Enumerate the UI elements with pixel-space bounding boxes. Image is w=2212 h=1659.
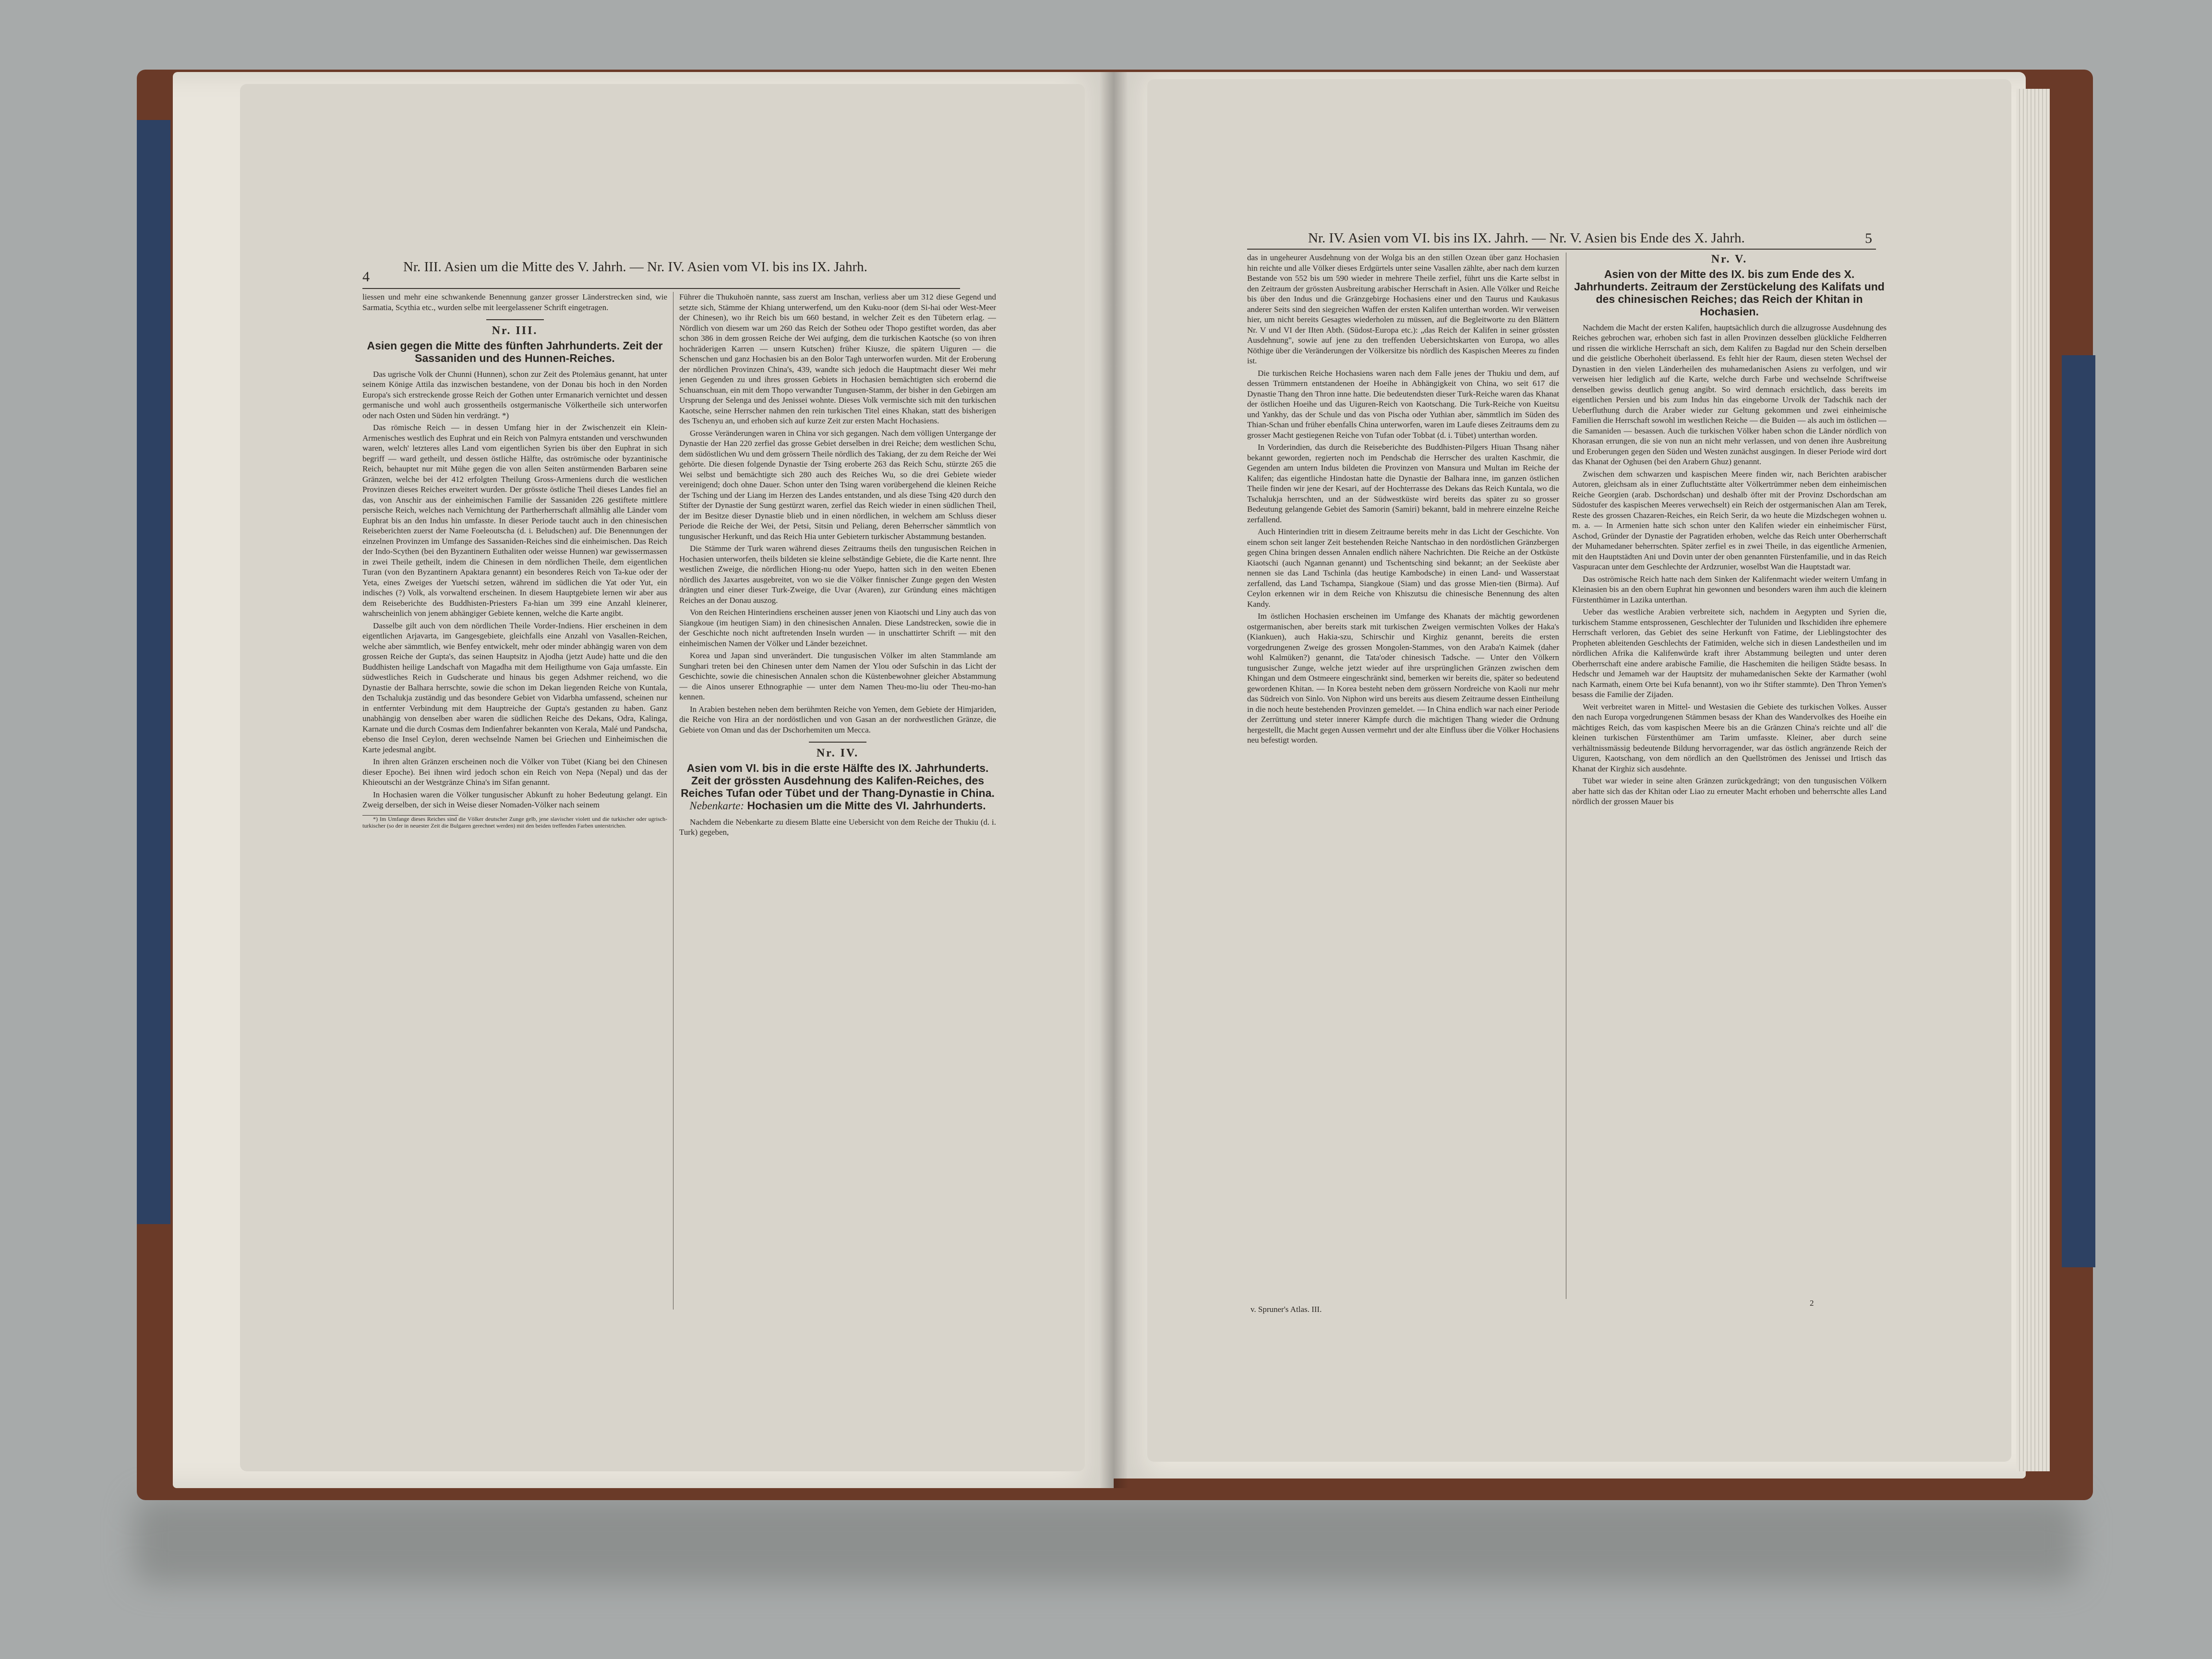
section-title-iv: Asien vom VI. bis in die erste Hälfte des IX. Jahrhunderts. Zeit der grössten Ausdehnung des Kalifen-Reiches, des Reiches Tufan oder Tübet und der Thang-Dynastie in China. bbox=[681, 761, 995, 799]
cover-cloth-stripe-left bbox=[137, 120, 170, 1224]
paragraph: Die Stämme der Turk waren während dieses Zeitraums theils den tungusischen Reichen in Hochasien unterworfen, theils bildeten sie kleine selbständige Gebiete, die die Karte nennt. Ihre westlichen Zweige, die nördlichen Hiong-nu oder Yuepo, hatten sich in den weiten Ebenen nördlich des Jaxartes ausgebreitet, von wo sie die Völker finnischer Zunge gegen den Westen drängten und einer dieser Turk-Zweige, die Uvar (Avaren), zur Gründung eines mächtigen Reiches an der Donau auszog. bbox=[679, 544, 996, 605]
right-head-rule bbox=[1247, 249, 1876, 250]
paragraph: Tübet war wieder in seine alten Gränzen zurückgedrängt; von den tungusischen Völkern aber hatte sich das der Khitan oder Liao zu erneuter Macht erhoben und beherrschte alles Land nördlich der grossen Mauer bis bbox=[1572, 776, 1887, 806]
col-intro-text: liessen und mehr eine schwankende Benennung ganzer grosser Länderstrecken sind, wie Sarmatia, Scythia etc., wurden selbe mit leergelassener Schrift eingetragen. bbox=[362, 292, 667, 312]
section-title-iii: Asien gegen die Mitte des fünften Jahrhunderts. Zeit der Sassaniden und des Hunnen-Reiches. bbox=[367, 339, 663, 364]
left-head-rule bbox=[362, 288, 960, 289]
paragraph: In ihren alten Gränzen erscheinen noch die Völker von Tübet (Kiang bei den Chinesen dieser Epoche). Bei ihnen wird jedoch schon ein Reich von Nepa (Nepal) und das der Khieoutschi an der Westgränze China's im Sifan genannt. bbox=[362, 757, 667, 787]
paragraph: Im östlichen Hochasien erscheinen im Umfange des Khanats der mächtig gewordenen ostgermanischen, aber bereits stark mit turkischen Zweigen vermischten Volkes der Haka's (Kiankuen), auch Hakia-szu, Schirschir und Kirghiz genannt, bereits die ersten vorgedrungenen Zweige des grossen Mongolen-Stammes, von den Araba'n Kaimek (daher wohl Kalmüken?) genannt, die Tata'oder chinesisch Tadsche. — Unter den Völkern tungusischer Zunge, welche jetzt wieder auf ihre ursprünglichen Gränzen zwischen dem Khingan und dem Ostmeere eingeschränkt sind, bemerken wir bereits die, später so bedeutend gewordenen Khitan. — In Korea besteht neben dem grössern Nordreiche von Kaoli nur mehr das Südreich von Sinlo. Von Niphon wird uns bereits aus diesem Zeitraume dessen Eintheilung in die noch heute bestehenden Provinzen gemeldet. — In China endlich war nach einer Periode der Zerrüttung und steter innerer Kämpfe durch die mächtigen Thang wieder die Ordnung hergestellt, die Macht gegen Aussen vermehrt und der alte Einfluss über die Völker Hochasiens neu befestigt worden. bbox=[1247, 612, 1559, 745]
paragraph: Nachdem die Macht der ersten Kalifen, hauptsächlich durch die allzugrosse Ausdehnung des Reiches gebrochen war, erhoben sich fast in allen Provinzen desselben glückliche Feldherren und rissen die wirkliche Herrschaft an sich, dem Kalifen zu Bagdad nur den Schein derselben und die geistliche Oberhoheit überlassend. Es fehlt hier der Raum, diesen steten Wechsel der Dynastien in den vielen Länderheilen des muhamedanischen Asiens zu verfolgen, und wir verweisen hier lediglich auf die Karte, welche durch Farbe und wechselnde Schriftweise denselben gewiss deutlich genug angibt. So wird demnach ersichtlich, dass bereits im eigentlichen Persien und bis zum Indus hin das eingeborne Urvolk der Tadschik nach der Ueberfluthung durch die Araber wieder zur Geltung gekommen und zwei einheimische Familien die Herrschaft sowohl im westlichen Reiche — die Buiden — als auch im östlichen — die Samaniden — besassen. Auch die turkischen Völker haben schon die Länder nördlich von Khorasan errungen, die sie von nun an nicht mehr verlassen, und von denen ihre Ausbreitung und Eroberungen gegen den Süden und Westen zunächst ausgingen. In dieser Periode wird dort das Khanat der Oghusen (bei den Arabern Ghuz) genannt. bbox=[1572, 323, 1887, 466]
book-gutter bbox=[1099, 72, 1128, 1488]
left-col-2 bbox=[679, 292, 996, 1329]
left-col-1 bbox=[362, 292, 667, 1305]
paragraph: das in ungeheurer Ausdehnung von der Wolga bis an den stillen Ozean über ganz Hochasien hin reichte und alle Völker dieses Erdgürtels unter seine Vasallen zählte, aber nach dem kurzen Bestande von 552 bis um 590 wieder in mehrere Theile zerfiel, führt uns die Karte selbst in den Zeitraum der grössten Ausbreitung arabischer Herrschaft in Asien. Alle Völker und Reiche bis über den Indus und die Gränzgebirge Hochasiens einer und den Taurus und Kaukasus anderer Seits sind den siegreichen Waffen der ersten Kalifen unterthan worden. Wir verweisen hier, um nicht bereits Gesagtes wiederholen zu müssen, auf die Begleitworte zu den Blättern Nr. V und VI der IIten Abth. (Südost-Europa etc.): „das Reich der Kalifen in seiner grössten Ausdehnung", sowie auf jene zu den treffenden Uebersichtskarten von Europa, wo alles Nöthige über die Veränderungen der Völkersitze bis nördlich des Kaspischen Meeres zu finden ist. bbox=[1247, 253, 1559, 365]
section-number-v: Nr. V. bbox=[1711, 253, 1748, 265]
right-col-2 bbox=[1572, 252, 1887, 1299]
right-running-head: Nr. IV. Asien vom VI. bis ins IX. Jahrh. — Nr. V. Asien bis Ende des X. Jahrh. bbox=[1308, 230, 1745, 246]
section-title-v: Asien von der Mitte des IX. bis zum Ende des X. Jahrhunderts. Zeitraum der Zerstückelung des Kalifats und des chinesischen Reiches; das Reich der Khitan in Hochasien. bbox=[1574, 267, 1885, 318]
paragraph: Die turkischen Reiche Hochasiens waren nach dem Falle jenes der Thukiu und dem, auf dessen Trümmern entstandenen der Hoeihe in Abhängigkeit von China, wo seit 617 die Dynastie Thang den Thron inne hatte. Die bedeutendsten dieser Turk-Reiche waren das Khanat der östlichen Hoeihe und das Uiguren-Reich von Kaotschang. Die Turk-Reiche von Kueitsu und Yankhy, das der Schule und das von Pischa oder Yuthian aber, sämmtlich im Süden des Thian-Schan und früher ebenfalls China unterworfen, waren im Laufe dieses Zeitraums dem zu grosser Macht gestiegenen Reiche von Tufan oder Tobbat (d. i. Tübet) unterthan worden. bbox=[1247, 368, 1559, 440]
subtitle-text: Hochasien um die Mitte des VI. Jahrhunderts. bbox=[747, 799, 986, 812]
right-page-number: 5 bbox=[1865, 230, 1872, 246]
section-number-iii: Nr. III. bbox=[492, 325, 538, 337]
table-shadow bbox=[134, 1498, 2079, 1584]
paragraph: Führer die Thukuhoën nannte, sass zuerst am Inschan, verliess aber um 312 diese Gegend und setzte sich, Stämme der Khiang unterwerfend, um den Kuku-noor (dem Si-hai oder West-Meer der Chinesen), wo ihr Reich bis um 660 bestand, in welcher Zeit es den Tübetern erlag. — Nördlich von diesem war um 260 das Reich der Sotheu oder Thopo gestiftet worden, das aber schon 386 in dem grossen Reiche der Wei aufging, dem die turkischen Kaotsche (so von ihren hochräderigen Karren — unsern Kutschen) früher Kiusze, die spätern Uiguren — die Schenschen und ganz Hochasien bis an den Bolor Tagh unterworfen wurden. Mit der Eroberung der nördlichen Provinzen China's, 439, wandte sich jedoch die Hauptmacht dieser Wei mehr jenen Gegenden zu und ihres grossen Gebiets in Hochasien bemächtigten sich erobernd die Schuanschuan, ein mit dem Thopo verwandter Tungusen-Stamm, der bisher in den Gebirgen am Ursprung der Selenga und des Jenissei wohnte. Dieses Volk vermischte sich mit den turkischen Kaotsche, seine Herrscher nahmen den rein turkischen Titel eines Khakan, statt des bisherigen des Tschenyu an, und erhoben sich auf kurze Zeit zur ersten Macht Hochasiens. bbox=[679, 292, 996, 425]
paragraph: In Arabien bestehen neben dem berühmten Reiche von Yemen, dem Gebiete der Himjariden, die Reiche von Hira an der nordöstlichen und von Gasan an der nordwestlichen Gränze, die Gebiete von Oman und das der Dschorhemiten um Mecca. bbox=[679, 704, 996, 734]
paragraph: Auch Hinterindien tritt in diesem Zeitraume bereits mehr in das Licht der Geschichte. Von einem schon seit langer Zeit bestehenden Reiche Nantschao in den nordöstlichen Gränzbergen gegen China bringen dessen Annalen endlich nähere Nachrichten. Die Reiche an der Ostküste Kiaotschi (auch Ngannan genannt) und Tschentsching sind bekannt; an der Seeküste aber nennen sie das Land Tschinla (das heutige Kambodsche) in einen Land- und Wasserstaat zerfallend, das Land Tschampa, Siangkoue (Siam) und das grosse Mien-tien (Birma). Auf Ceylon erkennen wir in dem Reiche von Khiszutsu die chinesische Benennung des alten Kandy. bbox=[1247, 527, 1559, 609]
paragraph: In Vorderindien, das durch die Reiseberichte des Buddhisten-Pilgers Hiuan Thsang näher bekannt geworden, regierten noch im Pendschab die Herrscher des uralten Kaschmir, die Gegenden am untern Indus bildeten die Provinzen von Mansura und Multan im Reiche der Kalifen; das eigentliche Hindostan hatte die Dynastie der Balhara inne, im ganzen östlichen Theile finden wir jene der Kesari, auf der Hochterrasse des Dekans das Reich Kuntala, wo die Tschalukja herrschten, und an der Südwestküste wird bereits das später zu so grosser Bedeutung gelangende Gebiet des Samorin (Samiri) bekannt, bald in mehrere einzelne Reiche zerfallend. bbox=[1247, 443, 1559, 524]
atlas-footer-label: v. Spruner's Atlas. III. bbox=[1250, 1305, 1322, 1314]
paragraph: Das oströmische Reich hatte nach dem Sinken der Kalifenmacht wieder weitern Umfang in Kleinasien bis an den obern Euphrat hin gewonnen und besonders waren ihm auch die kleinern Fürstenthümer in Lazika unterthan. bbox=[1572, 574, 1887, 604]
paragraph: Grosse Veränderungen waren in China vor sich gegangen. Nach dem völligen Untergange der Dynastie der Han 220 zerfiel das grosse Gebiet derselben in drei Reiche; dem westlichen Schu, dem südöstlichen Wu und dem grössern Theile nördlich des Takiang, der zu dem Reiche der Wei gehörte. Die diesen folgende Dynastie der Tsing eroberte 263 das Reich Schu, stürzte 265 die Wei selbst und bemächtigte sich 280 auch des Reiches Wu, so die drei Gebiete wieder vereinigend; doch ohne Dauer. Schon unter den Tsing waren vorübergehend die kleinen Reiche der Tsching und der Liang im Herzen des Landes entstanden, und als diese Tsing 420 durch den Stifter der Dynastie der Sung gestürzt waren, zerfiel das Reich wieder in einen südlichen Theil, der im Besitze dieser Dynastie blieb und in einen nördlichen, in welchem am Schluss dieser Periode die Reiche der Wei, der Petsi, Sitsin und Peliang, deren Beherrscher sämmtlich von tungusischer Herkunft, und das Reich Hia unter Gebietern turkischer Abstammung bestanden. bbox=[679, 428, 996, 541]
paragraph: Nachdem die Nebenkarte zu diesem Blatte eine Uebersicht von dem Reiche der Thukiu (d. i. Turk) gegeben, bbox=[679, 817, 996, 837]
cover-cloth-stripe-right bbox=[2062, 355, 2095, 1267]
paragraph: Dasselbe gilt auch von dem nördlichen Theile Vorder-Indiens. Hier erscheinen in dem eigentlichen Arjavarta, im Gangesgebiete, gleichfalls eine Anzahl von Vasallen-Reichen, welche aber sämmtlich, wie Benfey entwickelt, mehr oder minder abhängig waren von dem grossen Reiche der Gupta's, das seinen Hauptsitz in Ajodha (jetzt Aude) hatte und die den Buddhisten heilige Landschaft von Magadha mit dem Heiligthume von Gaja umfasste. Ein südwestliches Reich in Gudscherate und hinaus bis gegen Adshmer reichend, wo die Dynastie der Balhara herrschte, sowie die schon im Dekan liegenden Reiche von Kuntala, den Tschalukja zuständig und das besondere Gebiet von Vidarbha umfassend, scheinen nur in entfernter Verbindung mit dem Hauptreiche der Gupta's gestanden zu haben. Ganz unabhängig von denselben aber waren die südlichen Reiche des Dekans, Odra, Kalinga, Karnate und die durch Cosmas dem Indienfahrer bekannten von Kerala, Malé und Pandscha, ebenso die Insel Ceylon, deren wechselnde Namen bei Griechen und Einheimischen die Karte jedesmal angibt. bbox=[362, 621, 667, 754]
right-col-1 bbox=[1247, 252, 1559, 1213]
paragraph: Korea und Japan sind unverändert. Die tungusischen Völker im alten Stammlande am Sunghari treten bei den Chinesen unter dem Namen der Ylou oder Sufschin in das Licht der Geschichte, sowie die chinesischen Annalen schon die Küstenbewohner gleicher Abstammung — die Ainos unserer Ethnographie — unter dem Namen Theu-mo-liu oder Theu-mo-han kennen. bbox=[679, 651, 996, 701]
section-rule bbox=[486, 319, 544, 320]
section-rule bbox=[809, 742, 866, 743]
signature-mark: 2 bbox=[1810, 1298, 1814, 1308]
paragraph: In Hochasien waren die Völker tungusischer Abkunft zu hoher Bedeutung gelangt. Ein Zweig derselben, der sich in Weise dieser Nomaden-Völker nach seinem bbox=[362, 790, 667, 809]
footnote: *) Im Umfange dieses Reiches sind die Völker deutscher Zunge gelb, jene slavischer violett und die turkischer oder ugrisch-turkischer (so der in neuester Zeit die Bulgaren gerechnet werden) mit den beiden treffenden Farben unterstrichen. bbox=[362, 815, 667, 829]
paragraph: Zwischen dem schwarzen und kaspischen Meere finden wir, nach Berichten arabischer Autoren, gleichsam als in einer Zufluchtstätte alter Völkertrümmer neben dem einheimischen Reiche Georgien (arab. Dschordschan) und deshalb öfter mit der Provinz Dschordschan am Südostufer des kaspischen Meeres verwechselt) ein Reich der ostgermanischen Alan am Terek, Reste des grossen Chazaren-Reiches, ein Reich Serir, da wo heute die Mizdschegen wohnen u. m. a. — In Armenien hatte sich schon unter den Kalifen wieder ein einheimischer Fürst, Aschod, Gründer der Dynastie der Pagratiden erhoben, welche das Reich unter Oberherrschaft der Muhamedaner beherrschten. Später zerfiel es in zwei Theile, in das eigentliche Armenien, mit den Hauptstädten Ani und Dovin unter der oben genannten Fürstenfamilie, und in das Reich Vaspuracan unter dem Geschlechte der Ardzrunier, woselbst Wan die Hauptstadt war. bbox=[1572, 469, 1887, 571]
left-running-head: Nr. III. Asien um die Mitte des V. Jahrh. — Nr. IV. Asien vom VI. bis ins IX. Jahrh. bbox=[403, 259, 867, 275]
subtitle-label: Nebenkarte: bbox=[689, 799, 745, 812]
section-number-iv: Nr. IV. bbox=[816, 747, 859, 759]
paragraph: Das ugrische Volk der Chunni (Hunnen), schon zur Zeit des Ptolemäus genannt, hat unter seinem Könige Attila das inzwischen bestandene, von der Donau bis hoch in den Norden Europa's sich erstreckende grosse Reich der Gothen unter Ermanarich vernichtet und dessen germanische und wohl auch grossentheils ostgermanische Völkertheile sich unterworfen oder nach Osten und Süden hin verdrängt. *) bbox=[362, 369, 667, 420]
paragraph: Das römische Reich — in dessen Umfang hier in der Zwischenzeit ein Klein-Armenisches westlich des Euphrat und ein Reich von Palmyra entstanden und verschwunden waren, welch' letzteres alles Land vom eigentlichen Syrien bis über den Euphrat in sich begriff — ward getheilt, und dessen östliche Hälfte, das oströmische oder byzantinische Reich, behauptet nur mit Mühe gegen die von allen Seiten anstürmenden Barbaren seine Gränzen, welche bei der 412 erfolgten Theilung Gross-Armeniens durch die westlichen Provinzen dieses Reiches erweitert wurden. Der grösste östliche Theil dieses Landes fiel an das, von Anschir aus der einheimischen Familie der Sassaniden 226 gestiftete mittlere persische Reich, welches nach Vernichtung der Partherherrschaft allmählig alle Länder vom Euphrat bis an den Indus hin umfasste. In dieser Periode taucht auch in den chinesischen Reiseberichten zuerst der Name Foeleoutscha (d. i. Beludschen) auf. Die Benennungen der einzelnen Provinzen im Umfange des Sassaniden-Reiches sind die einheimischen. Das Reich der Indo-Scythen (bei den Byzantinern Euthaliten oder weisse Hunnen) war gewissermassen in zwei Theile getheilt, indem die Chinesen in dem nördlichen Theile, dem eigentlichen Turan (von den Byzantinern Apaktara genannt) ein besonderes Reich von Ta-kue oder der Yeta, eines Zweiges der Yuetschi setzen, während im südlichen die Yat oder Yut, ein indisches (?) Volk, als vorwaltend erscheinen. In diesem Hauptgebiete lernen wir aber aus dem Reiseberichte des Buddhisten-Priesters Fa-hian um 399 eine Anzahl kleinerer, wahrscheinlich von jenem abhängiger Gebiete kennen, welche die Karte angibt. bbox=[362, 423, 667, 618]
section-subtitle-iv bbox=[679, 799, 996, 812]
paragraph: Ueber das westliche Arabien verbreitete sich, nachdem in Aegypten und Syrien die, turkischem Stamme entsprossenen, Geschlechter der Tuluniden und Ikschididen ihre ephemere Herrschaft verloren, das Gebiet des seine Herkunft von Fatime, der Lieblingstochter des Propheten ableitenden Geschlechts der Fatimiden, welche sich in diesen Landestheilen und im nördlichen Afrika die Kalifenwürde kraft ihrer Abstammung beilegten und unter deren Oberherrschaft eine andere arabische Familie, die Haschemiten die heiligen Städte besass. In Hedschr und Jemameh war der Hauptsitz der muhamedanischen Sekte der Karmather (wohl nach Karmath, einem Orte bei Kufa benannt), von wo ihr Stifter stammte). Den Thron Yemen's besass die Familie der Zijaden. bbox=[1572, 607, 1887, 699]
left-page-number: 4 bbox=[362, 269, 370, 285]
paragraph: Weit verbreitet waren in Mittel- und Westasien die Gebiete des turkischen Volkes. Ausser den nach Europa vorgedrungenen Stämmen besass der Khan des Wandervolkes des Hoeihe ein mächtiges Reich, das vom kaspischen Meere bis an die Gränzen China's reichte und all' die kleinen turkischen Fürstenthümer am Tarim umfasste. Kleiner, aber durch seine verhältnissmässig bedeutende Bildung hervorragender, war das östlich angränzende Reich der Uiguren, Kaotschang, von dem nördlich an den Quellströmen des Jenissei und Irtisch das Khanat der Kirghiz sich ausdehnte. bbox=[1572, 702, 1887, 773]
page-block-edges bbox=[2016, 89, 2050, 1471]
paragraph: Von den Reichen Hinterindiens erscheinen ausser jenen von Kiaotschi und Liny auch das von Siangkoue (im heutigen Siam) in den chinesischen Annalen. Diese Landstrecken, sowie die in der Geschichte noch nicht auftretenden Inseln wurden — in unschattirter Schrift — mit den einheimischen Namen der Völker und Länder bezeichnet. bbox=[679, 608, 996, 648]
